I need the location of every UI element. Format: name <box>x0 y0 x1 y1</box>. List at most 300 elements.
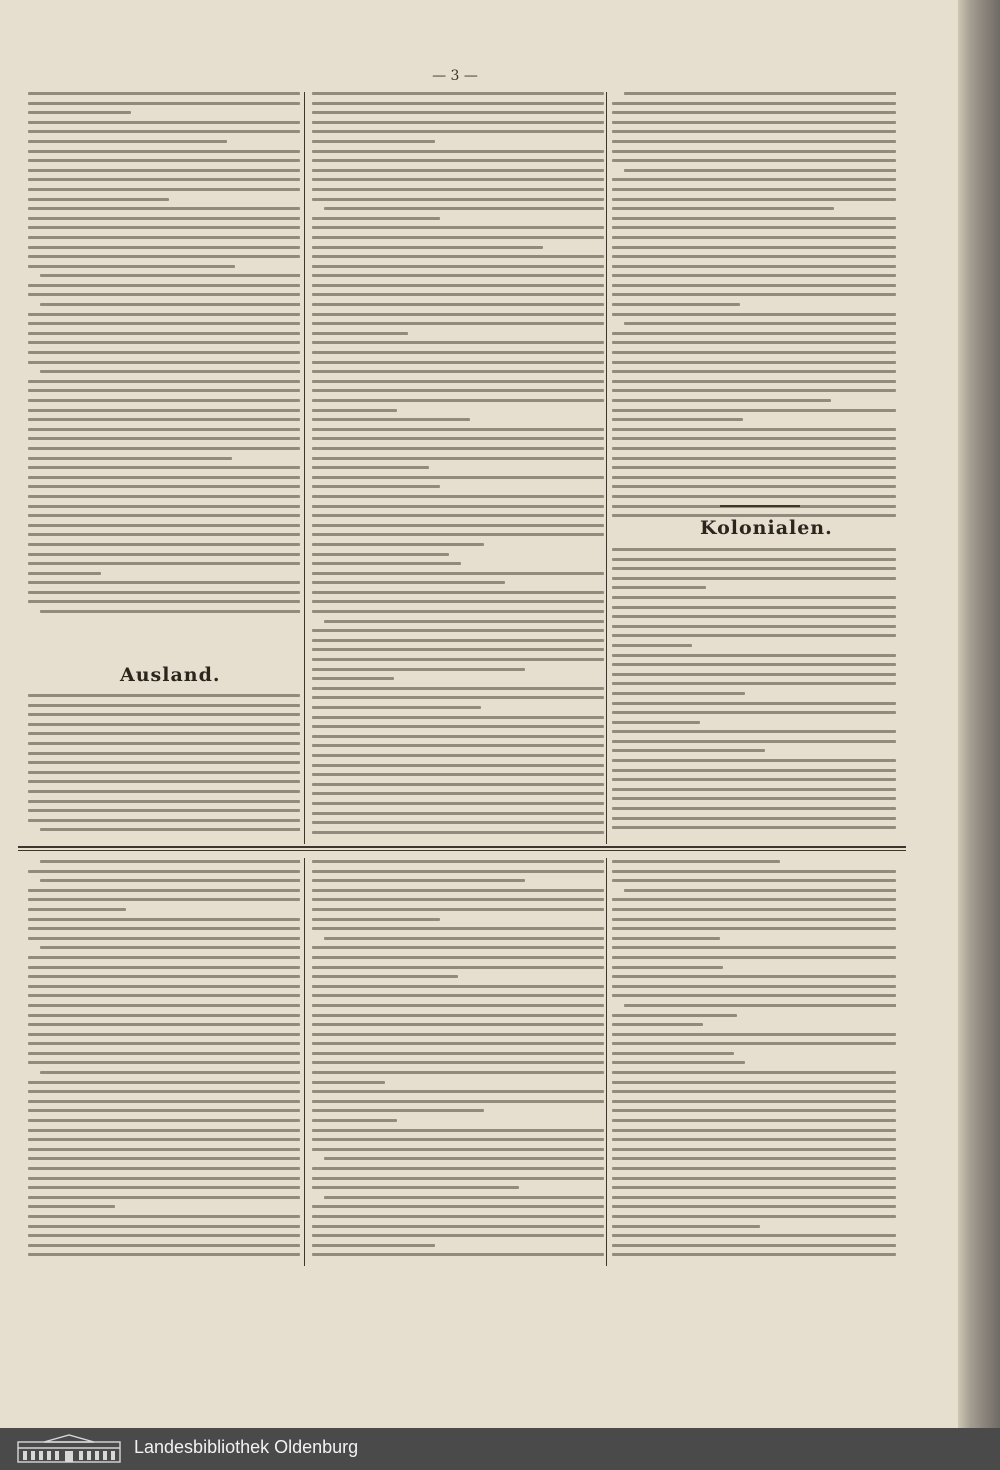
text-line <box>28 418 300 421</box>
text-line <box>28 553 300 556</box>
text-line <box>612 121 896 124</box>
text-line <box>28 1061 300 1064</box>
text-line <box>612 293 896 296</box>
text-line <box>612 817 896 820</box>
text-line <box>28 236 300 239</box>
text-line <box>312 879 525 882</box>
section-heading-ausland: Ausland. <box>120 664 221 686</box>
text-line <box>40 860 300 863</box>
text-line <box>28 581 300 584</box>
text-line <box>312 447 604 450</box>
text-line <box>312 543 484 546</box>
text-line <box>312 600 604 603</box>
text-line <box>612 730 896 733</box>
text-line <box>612 797 896 800</box>
text-line <box>312 1253 604 1256</box>
text-line <box>28 1138 300 1141</box>
text-line <box>312 293 604 296</box>
text-line <box>28 495 300 498</box>
text-line <box>312 380 604 383</box>
text-line <box>312 265 604 268</box>
text-line <box>312 361 604 364</box>
text-line <box>612 226 896 229</box>
text-line <box>28 92 300 95</box>
column-divider <box>606 92 607 844</box>
text-column-upper-right-2 <box>612 548 896 844</box>
text-line <box>28 771 300 774</box>
text-line <box>612 759 896 762</box>
text-line <box>612 994 896 997</box>
text-line <box>312 1244 435 1247</box>
text-line <box>28 246 300 249</box>
text-line <box>312 226 604 229</box>
text-line <box>612 558 896 561</box>
text-line <box>28 198 169 201</box>
text-line <box>324 937 604 940</box>
text-line <box>612 466 896 469</box>
text-line <box>312 485 440 488</box>
text-line <box>612 1033 896 1036</box>
text-line <box>612 1148 896 1151</box>
text-line <box>612 409 896 412</box>
text-line <box>612 1253 896 1256</box>
text-line <box>28 809 300 812</box>
text-line <box>612 586 706 589</box>
text-line <box>612 476 896 479</box>
text-line <box>28 572 101 575</box>
text-line <box>28 723 300 726</box>
text-line <box>612 102 896 105</box>
text-line <box>612 1205 896 1208</box>
feuilleton-rule <box>18 846 906 848</box>
text-line <box>312 150 604 153</box>
text-line <box>28 121 300 124</box>
text-line <box>312 1061 604 1064</box>
text-line <box>612 447 896 450</box>
text-line <box>312 1081 385 1084</box>
text-line <box>28 985 300 988</box>
text-line <box>312 1100 604 1103</box>
text-line <box>312 102 604 105</box>
text-line <box>612 749 765 752</box>
text-line <box>612 567 896 570</box>
text-line <box>312 217 440 220</box>
text-line <box>312 754 604 757</box>
text-line <box>28 524 300 527</box>
text-line <box>28 1167 300 1170</box>
text-line <box>28 1157 300 1160</box>
text-line <box>312 495 604 498</box>
text-line <box>624 1004 896 1007</box>
section-rule <box>720 505 800 507</box>
text-line <box>612 702 896 705</box>
text-line <box>612 918 896 921</box>
text-line <box>312 572 604 575</box>
text-line <box>312 898 604 901</box>
institution-name: Landesbibliothek Oldenburg <box>134 1437 359 1457</box>
text-line <box>624 889 896 892</box>
text-line <box>312 428 604 431</box>
text-line <box>612 860 780 863</box>
text-line <box>612 370 896 373</box>
text-column-upper-right <box>612 92 896 524</box>
text-line <box>612 606 896 609</box>
text-line <box>312 735 604 738</box>
text-line <box>612 437 896 440</box>
text-line <box>612 1061 745 1064</box>
text-line <box>312 178 604 181</box>
text-line <box>28 1129 300 1132</box>
text-line <box>312 783 604 786</box>
text-line <box>312 246 543 249</box>
text-line <box>312 1004 604 1007</box>
text-line <box>612 274 896 277</box>
text-line <box>612 870 896 873</box>
text-line <box>312 831 604 834</box>
text-line <box>28 533 300 536</box>
text-line <box>312 908 604 911</box>
text-line <box>312 716 604 719</box>
text-line <box>312 1129 604 1132</box>
footer-bar <box>0 1428 1000 1470</box>
text-line <box>28 341 300 344</box>
text-line <box>40 303 300 306</box>
text-line <box>312 1215 604 1218</box>
text-line <box>612 1157 896 1160</box>
text-line <box>312 610 604 613</box>
text-line <box>28 140 227 143</box>
text-line <box>312 111 604 114</box>
text-line <box>28 1014 300 1017</box>
text-line <box>28 1186 300 1189</box>
text-line <box>612 284 896 287</box>
text-line <box>312 889 604 892</box>
text-line <box>28 694 300 697</box>
text-line <box>624 322 896 325</box>
text-line <box>40 274 300 277</box>
text-line <box>312 985 604 988</box>
text-line <box>612 188 896 191</box>
text-line <box>312 677 394 680</box>
text-line <box>612 956 896 959</box>
text-line <box>28 169 300 172</box>
text-line <box>312 975 458 978</box>
text-line <box>612 692 745 695</box>
text-line <box>612 130 896 133</box>
text-line <box>28 591 300 594</box>
text-line <box>312 332 408 335</box>
text-line <box>612 150 896 153</box>
text-line <box>28 761 300 764</box>
text-line <box>28 428 300 431</box>
text-line <box>612 625 896 628</box>
text-column-lower-left <box>28 860 300 1266</box>
text-line <box>28 447 300 450</box>
text-line <box>312 1119 397 1122</box>
text-line <box>312 370 604 373</box>
text-line <box>612 654 896 657</box>
text-line <box>612 740 896 743</box>
text-line <box>612 634 896 637</box>
text-line <box>28 361 300 364</box>
text-line <box>28 543 300 546</box>
text-line <box>28 780 300 783</box>
text-line <box>28 332 300 335</box>
text-line <box>312 802 604 805</box>
text-line <box>28 1109 300 1112</box>
text-line <box>312 725 604 728</box>
text-line <box>28 908 126 911</box>
text-line <box>612 418 743 421</box>
text-column-upper-left <box>28 92 300 627</box>
text-line <box>612 577 896 580</box>
text-line <box>28 898 300 901</box>
library-building-icon <box>14 1434 124 1464</box>
text-line <box>312 706 481 709</box>
text-line <box>312 1186 519 1189</box>
text-line <box>612 898 896 901</box>
text-line <box>612 159 896 162</box>
text-line <box>312 188 604 191</box>
text-line <box>612 927 896 930</box>
text-line <box>612 975 896 978</box>
text-line <box>40 946 300 949</box>
text-line <box>312 1138 604 1141</box>
text-line <box>28 1253 300 1256</box>
text-line <box>28 217 300 220</box>
text-line <box>312 553 449 556</box>
text-line <box>28 1177 300 1180</box>
text-line <box>612 341 896 344</box>
text-line <box>612 682 896 685</box>
text-line <box>612 946 896 949</box>
text-line <box>612 236 896 239</box>
text-line <box>28 389 300 392</box>
text-line <box>28 255 300 258</box>
text-line <box>612 207 834 210</box>
text-line <box>624 169 896 172</box>
text-line <box>312 966 604 969</box>
text-line <box>28 207 300 210</box>
text-column-upper-left-2 <box>28 694 300 839</box>
text-line <box>312 1205 604 1208</box>
text-line <box>28 1215 300 1218</box>
text-line <box>612 1052 734 1055</box>
text-line <box>612 596 896 599</box>
text-line <box>312 562 461 565</box>
text-line <box>312 927 604 930</box>
text-line <box>28 1205 115 1208</box>
text-column-lower-right <box>612 860 896 1266</box>
section-heading-kolonialen: Kolonialen. <box>700 517 833 539</box>
text-line <box>40 828 300 831</box>
text-line <box>28 870 300 873</box>
text-line <box>324 620 604 623</box>
text-line <box>28 111 131 114</box>
text-line <box>28 752 300 755</box>
text-line <box>312 476 604 479</box>
text-line <box>28 819 300 822</box>
text-line <box>28 966 300 969</box>
text-line <box>612 1225 760 1228</box>
text-line <box>28 790 300 793</box>
text-line <box>28 457 232 460</box>
text-line <box>312 418 470 421</box>
text-line <box>312 956 604 959</box>
text-line <box>28 1004 300 1007</box>
text-line <box>624 92 896 95</box>
text-line <box>612 908 896 911</box>
column-divider <box>304 858 305 1266</box>
column-divider <box>606 858 607 1266</box>
text-line <box>612 332 896 335</box>
text-line <box>612 615 896 618</box>
page-number: — 3 — <box>432 68 478 84</box>
text-line <box>612 217 896 220</box>
text-line <box>312 744 604 747</box>
text-line <box>28 937 300 940</box>
text-line <box>312 1177 604 1180</box>
text-line <box>28 1100 300 1103</box>
text-line <box>28 159 300 162</box>
text-line <box>312 994 604 997</box>
text-line <box>612 788 896 791</box>
text-line <box>28 409 300 412</box>
text-line <box>612 644 692 647</box>
text-line <box>324 1196 604 1199</box>
text-line <box>612 313 896 316</box>
text-line <box>612 140 896 143</box>
text-line <box>612 1234 896 1237</box>
text-line <box>612 389 896 392</box>
text-line <box>612 380 896 383</box>
text-line <box>312 764 604 767</box>
text-line <box>28 485 300 488</box>
text-line <box>612 769 896 772</box>
text-line <box>612 966 723 969</box>
text-line <box>28 466 300 469</box>
text-line <box>312 514 604 517</box>
text-column-upper-middle <box>312 92 604 844</box>
text-line <box>312 696 604 699</box>
text-line <box>312 658 604 661</box>
text-line <box>28 226 300 229</box>
text-line <box>612 485 896 488</box>
text-line <box>28 1234 300 1237</box>
text-line <box>312 274 604 277</box>
text-line <box>28 742 300 745</box>
text-line <box>312 639 604 642</box>
text-line <box>312 946 604 949</box>
text-line <box>312 409 397 412</box>
text-line <box>312 505 604 508</box>
text-line <box>612 1244 896 1247</box>
text-line <box>312 1023 604 1026</box>
text-line <box>312 1033 604 1036</box>
text-line <box>612 351 896 354</box>
text-line <box>28 704 300 707</box>
text-line <box>28 600 300 603</box>
text-line <box>324 207 604 210</box>
text-line <box>312 821 604 824</box>
text-line <box>28 1081 300 1084</box>
text-line <box>40 879 300 882</box>
text-line <box>612 1215 896 1218</box>
text-line <box>312 341 604 344</box>
text-line <box>28 102 300 105</box>
text-line <box>28 178 300 181</box>
text-line <box>312 687 604 690</box>
text-line <box>28 293 300 296</box>
text-line <box>612 495 896 498</box>
text-line <box>312 169 604 172</box>
text-line <box>312 1042 604 1045</box>
text-line <box>28 927 300 930</box>
text-line <box>312 140 435 143</box>
text-line <box>312 303 604 306</box>
text-line <box>312 399 604 402</box>
text-line <box>28 150 300 153</box>
text-line <box>312 860 604 863</box>
text-line <box>28 1148 300 1151</box>
text-line <box>312 792 604 795</box>
text-line <box>28 1090 300 1093</box>
text-line <box>28 514 300 517</box>
text-line <box>612 1196 896 1199</box>
text-line <box>312 1014 604 1017</box>
text-line <box>612 178 896 181</box>
text-line <box>28 1023 300 1026</box>
text-line <box>312 389 604 392</box>
text-line <box>612 807 896 810</box>
text-line <box>28 313 300 316</box>
text-line <box>28 1196 300 1199</box>
text-line <box>612 1129 896 1132</box>
text-line <box>312 1052 604 1055</box>
text-line <box>312 457 604 460</box>
text-line <box>312 351 604 354</box>
text-line <box>312 581 505 584</box>
text-line <box>312 648 604 651</box>
book-page-edge <box>958 0 1000 1428</box>
text-line <box>312 1090 604 1093</box>
text-line <box>28 1033 300 1036</box>
text-line <box>28 994 300 997</box>
text-line <box>612 937 720 940</box>
text-line <box>612 711 896 714</box>
text-line <box>312 130 604 133</box>
text-line <box>312 1109 484 1112</box>
text-line <box>312 1234 604 1237</box>
text-line <box>28 889 300 892</box>
text-line <box>612 399 831 402</box>
text-line <box>40 610 300 613</box>
text-line <box>312 1225 604 1228</box>
text-line <box>612 255 896 258</box>
text-line <box>312 159 604 162</box>
text-line <box>28 713 300 716</box>
text-line <box>28 800 300 803</box>
text-line <box>312 591 604 594</box>
text-line <box>312 1071 604 1074</box>
text-line <box>312 121 604 124</box>
text-line <box>312 668 525 671</box>
text-line <box>612 1081 896 1084</box>
text-line <box>28 975 300 978</box>
text-line <box>612 428 896 431</box>
text-line <box>28 322 300 325</box>
text-line <box>312 524 604 527</box>
